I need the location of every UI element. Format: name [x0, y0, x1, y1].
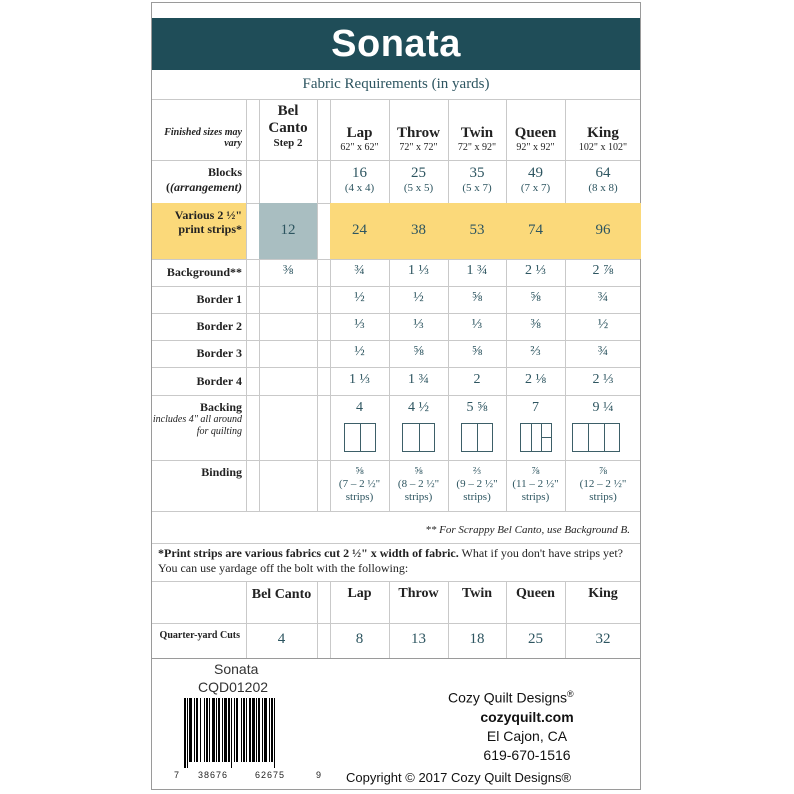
- grid-line: [152, 99, 640, 100]
- background-cell-twin: 1 ¾: [466, 263, 488, 278]
- row-label-backing: [152, 400, 242, 438]
- row-label-border-2: Border 2: [196, 319, 242, 333]
- city: El Cajon, CA: [486, 728, 568, 744]
- barcode-bar: [209, 698, 210, 762]
- col-header-throw: [389, 125, 448, 153]
- border3-cell-king: ¾: [597, 344, 609, 359]
- row-label-border-1: Border 1: [196, 292, 242, 306]
- col-header-dim: 72" x 92": [457, 142, 497, 153]
- scrappy-note: ** For Scrappy Bel Canto, use Background B.: [425, 524, 630, 536]
- finished-sizes-note: Finished sizes may vary: [164, 127, 242, 149]
- background-cell-king: 2 ⅞: [592, 263, 614, 278]
- grid-line: [152, 511, 640, 512]
- blocks-cell-throw: [389, 165, 448, 194]
- row-label-background: Background**: [166, 265, 242, 279]
- blocks-cell-lap: [330, 165, 389, 194]
- barcode-bar: [194, 698, 195, 762]
- barcode-bar: [184, 698, 186, 768]
- barcode-bar: [196, 698, 198, 762]
- binding-tail: strips): [404, 491, 433, 503]
- background-cell-bel-canto: ⅜: [282, 263, 294, 278]
- binding-tail: strips): [521, 491, 550, 503]
- border4-cell-twin: 2: [473, 372, 481, 387]
- background-cell-lap: ¾: [354, 263, 365, 278]
- product-name: Sonata: [214, 661, 259, 677]
- barcode-bar: [204, 698, 205, 762]
- border4-cell-lap: 1 ⅓: [349, 372, 370, 387]
- strips-cell-throw: 38: [411, 222, 426, 238]
- phone: 619-670-1516: [483, 747, 571, 763]
- binding-cell-king: [565, 465, 641, 504]
- grid-line: [246, 99, 247, 511]
- copyright: Copyright © 2017 Cozy Quilt Designs®: [346, 770, 572, 785]
- cell-value: 49: [528, 165, 543, 181]
- seam-line: [419, 424, 420, 451]
- product-sku: CQD01202: [198, 679, 269, 695]
- cuts-cell-lap: 8: [355, 631, 364, 647]
- grid-line: [152, 460, 640, 461]
- cell-value: 25: [411, 165, 426, 181]
- barcode-bar: [274, 698, 275, 768]
- col-header-queen: [506, 125, 565, 153]
- border1-cell-king: ¾: [597, 290, 609, 305]
- border2-cell-throw: ⅓: [413, 317, 424, 332]
- backing-cell-lap: 4: [356, 400, 363, 415]
- col-header-name: King: [587, 125, 619, 141]
- barcode-bar: [224, 698, 227, 762]
- backing-cell-throw: 4 ½: [408, 400, 429, 415]
- strips-cell-bel-canto: 12: [280, 222, 296, 238]
- row-label-strips: Various 2 ½" print strips*: [174, 208, 242, 236]
- grid-line: [259, 99, 260, 511]
- binding-cell-queen: [506, 465, 565, 504]
- barcode-bar: [252, 698, 255, 762]
- binding-frac: ⅝: [414, 465, 423, 477]
- barcode-digits-2: 38676: [198, 770, 229, 780]
- barcode-digits-3: 62675: [255, 770, 286, 780]
- border4-cell-throw: 1 ¾: [408, 372, 429, 387]
- seam-line: [360, 424, 361, 451]
- barcode-bar: [264, 698, 267, 762]
- strips-cell-king: 96: [595, 222, 611, 238]
- row-label-border-3: Border 3: [196, 346, 242, 360]
- seam-line: [588, 424, 589, 451]
- binding-frac: ⅞: [531, 465, 540, 477]
- brand-name: [448, 689, 574, 706]
- border1-cell-throw: ½: [413, 290, 424, 305]
- border3-cell-queen: ⅔: [530, 344, 541, 359]
- barcode-bar: [206, 698, 208, 762]
- grid-line: [152, 543, 640, 544]
- border2-cell-king: ½: [597, 317, 609, 332]
- row-label-binding: Binding: [201, 465, 242, 479]
- grid-line: [317, 581, 318, 658]
- col-header-name: Queen: [514, 125, 557, 141]
- seam-line: [477, 424, 478, 451]
- grid-line: [152, 581, 640, 582]
- cell-sub: (8 x 8): [588, 182, 618, 194]
- backing-diagram-lap: [344, 423, 376, 452]
- strips-cell-twin: 53: [469, 222, 485, 238]
- backing-diagram-king: [572, 423, 620, 452]
- barcode-bar: [243, 698, 245, 762]
- backing-note: includes 4" all around for quilting: [152, 414, 242, 437]
- cuts-cell-king: 32: [595, 631, 611, 647]
- border4-cell-queen: 2 ⅛: [525, 372, 546, 387]
- row-label-quarter-yard: Quarter-yard Cuts: [159, 630, 240, 641]
- binding-tail: strips): [345, 491, 374, 503]
- print-strips-rest: What if you don't have strips yet? You can use yardage off the bolt with the following:: [158, 546, 624, 575]
- barcode-bar: [271, 698, 273, 762]
- barcode-bar: [218, 698, 220, 762]
- col-header-dim: 92" x 92": [516, 142, 555, 153]
- cuts-cell-twin: 18: [469, 631, 485, 647]
- binding-frac: ⅞: [598, 465, 608, 477]
- cuts-cell-bel-canto: 4: [277, 631, 286, 647]
- grid-line: [152, 340, 640, 341]
- backing-diagram-queen: [520, 423, 552, 452]
- cell-sub: (7 x 7): [520, 182, 551, 194]
- row-label-blocks: [152, 165, 242, 195]
- barcode-bar: [236, 698, 238, 762]
- row-label-text: Backing: [199, 400, 242, 414]
- title-banner: Sonata: [152, 18, 640, 70]
- print-strips-note: [158, 546, 632, 576]
- blocks-cell-twin: [448, 165, 506, 194]
- barcode-bar: [234, 698, 235, 762]
- cuts-cell-queen: 25: [528, 631, 543, 647]
- cuts-header-queen: Queen: [516, 586, 555, 601]
- border1-cell-twin: ⅝: [471, 290, 483, 305]
- blocks-cell-king: [565, 165, 641, 194]
- barcode-bar: [200, 698, 201, 762]
- seam-line: [541, 437, 551, 438]
- binding-cell-lap: [330, 465, 389, 504]
- barcode-bar: [258, 698, 260, 762]
- barcode-digit-1: 7: [174, 770, 180, 780]
- cuts-header-twin: Twin: [461, 586, 493, 601]
- table-subtitle: Fabric Requirements (in yards): [302, 76, 490, 92]
- row-label-border-4: Border 4: [196, 374, 242, 388]
- binding-frac: ⅔: [472, 465, 482, 477]
- grid-line: [152, 395, 640, 396]
- cuts-header-throw: Throw: [398, 586, 439, 601]
- barcode-bar: [231, 698, 232, 768]
- website: cozyquilt.com: [480, 709, 574, 725]
- backing-diagram-twin: [461, 423, 493, 452]
- border3-cell-twin: ⅝: [471, 344, 483, 359]
- grid-line: [152, 160, 640, 161]
- border2-cell-lap: ⅓: [354, 317, 365, 332]
- barcode-bar: [249, 698, 251, 762]
- binding-strips: (9 – 2 ½": [456, 478, 498, 490]
- col-header-king: [565, 125, 641, 153]
- border3-cell-throw: ⅝: [413, 344, 424, 359]
- seam-line: [531, 424, 532, 451]
- barcode-bar: [228, 698, 230, 762]
- grid-line: [152, 658, 640, 659]
- seam-line: [604, 424, 605, 451]
- barcode-bar: [216, 698, 217, 762]
- cell-value: 16: [352, 165, 367, 181]
- strips-cell-queen: 74: [528, 222, 543, 238]
- binding-tail: strips): [589, 491, 617, 503]
- border2-cell-twin: ⅓: [471, 317, 483, 332]
- border1-cell-queen: ⅝: [530, 290, 541, 305]
- blocks-cell-queen: [506, 165, 565, 194]
- col-header-dim: 72" x 72": [399, 142, 438, 153]
- backing-cell-twin: 5 ⅝: [466, 400, 488, 415]
- binding-strips: (12 – 2 ½": [579, 478, 627, 490]
- cell-sub: (5 x 7): [462, 182, 492, 194]
- border3-cell-lap: ½: [354, 344, 365, 359]
- cell-value: 35: [469, 165, 485, 181]
- grid-line: [152, 623, 640, 624]
- cuts-header-king: King: [588, 586, 618, 601]
- binding-cell-twin: [448, 465, 506, 504]
- barcode-bar: [212, 698, 215, 762]
- barcode-bar: [187, 698, 188, 768]
- col-header-twin: [448, 125, 506, 153]
- background-cell-queen: 2 ⅓: [525, 263, 546, 278]
- col-header-name: Lap: [346, 125, 373, 141]
- cell-sub: (5 x 5): [403, 182, 434, 194]
- barcode-bar: [189, 698, 192, 762]
- row-label-note: ((arrangement): [166, 180, 242, 194]
- border4-cell-king: 2 ⅓: [592, 372, 614, 387]
- binding-frac: ⅝: [355, 465, 364, 477]
- cuts-header-lap: Lap: [347, 586, 372, 601]
- col-header-dim: 102" x 102": [578, 142, 628, 153]
- row-label-text: Blocks: [207, 165, 242, 179]
- col-header-name: Throw: [396, 125, 441, 141]
- binding-tail: strips): [463, 491, 491, 503]
- barcode-bar: [269, 698, 270, 762]
- grid-line: [317, 99, 318, 511]
- binding-strips: (7 – 2 ½": [338, 478, 381, 490]
- barcode-bar: [256, 698, 257, 762]
- binding-strips: (8 – 2 ½": [397, 478, 440, 490]
- backing-cell-queen: 7: [532, 400, 539, 415]
- backing-diagram-throw: [402, 423, 435, 452]
- grid-line: [152, 259, 640, 260]
- barcode-bar: [222, 698, 223, 762]
- barcode-bar: [241, 698, 242, 762]
- registered-mark: ®: [567, 689, 574, 699]
- grid-line: [152, 286, 640, 287]
- col-header-name: Twin: [460, 125, 494, 141]
- cell-sub: (4 x 4): [344, 182, 375, 194]
- cuts-cell-throw: 13: [411, 631, 426, 647]
- col-header-dim: 62" x 62": [340, 142, 379, 153]
- border2-cell-queen: ⅜: [530, 317, 541, 332]
- print-strips-bold: *Print strips are various fabrics cut 2 ½" x width of fabric.: [158, 546, 459, 560]
- barcode: [182, 698, 322, 768]
- strips-cell-lap: 24: [352, 222, 367, 238]
- brand-text: Cozy Quilt Designs: [448, 689, 568, 706]
- arrangement-note: (arrangement): [170, 180, 242, 194]
- grid-line: [152, 313, 640, 314]
- barcode-bar: [246, 698, 247, 762]
- barcode-bar: [262, 698, 263, 762]
- binding-strips: (11 – 2 ½": [512, 478, 559, 490]
- pattern-card: [151, 2, 641, 790]
- col-header-name: Bel Canto: [268, 103, 308, 136]
- grid-line: [152, 367, 640, 368]
- cell-value: 64: [595, 165, 611, 181]
- binding-cell-throw: [389, 465, 448, 504]
- col-header-bel-canto: [259, 103, 317, 149]
- col-header-lap: [330, 125, 389, 153]
- barcode-digit-4: 9: [316, 770, 322, 780]
- col-header-dim: Step 2: [273, 137, 303, 149]
- cuts-header-bel-canto: Bel Canto: [251, 587, 312, 602]
- background-cell-throw: 1 ⅓: [408, 263, 429, 278]
- backing-cell-king: 9 ¼: [592, 400, 614, 415]
- border1-cell-lap: ½: [354, 290, 365, 305]
